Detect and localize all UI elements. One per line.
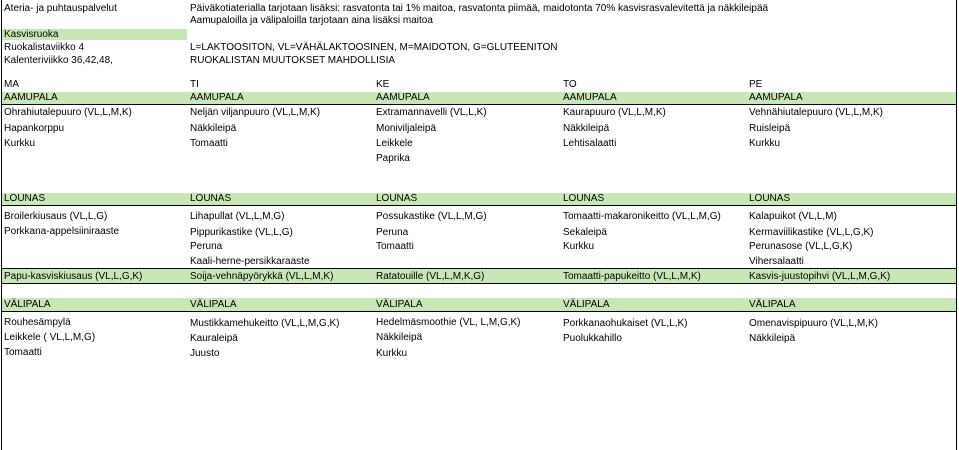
aamupala-item: Kurkku (4, 138, 36, 149)
day-wed: KE (376, 79, 390, 90)
aamupala-item: Ruisleipä (749, 123, 791, 134)
lounas-item: Pippurikastike (VL,L,G) (190, 227, 293, 238)
lounas-item: Porkkana-appelsiiniraaste (4, 226, 120, 237)
valipala-band (2, 298, 956, 311)
aamupala-item: Extramannavelli (VL,L,K) (376, 107, 487, 118)
lounas-item: Broilerkiusaus (VL,L,G) (4, 211, 108, 222)
valipala-item: Leikkele ( VL,L,M,G) (4, 332, 96, 343)
valipala-item: Kurkku (376, 348, 408, 359)
lounas-item: Kalapuikot (VL,L,M) (749, 211, 837, 222)
kasvisruoka-label: Kasvisruoka (4, 29, 59, 40)
menu-week: Ruokalistaviikko 4 (4, 42, 85, 53)
valipala-item: Kauraleipä (190, 333, 238, 344)
valipala-title-mon: VÄLIPALA (4, 299, 51, 310)
lounas-item: Perunasose (VL,L,G,K) (749, 241, 853, 252)
valipala-title-thu: VÄLIPALA (563, 299, 610, 310)
lounas-divider (2, 205, 956, 206)
valipala-item: Puolukkahillo (563, 333, 622, 344)
company-name: Ateria- ja puhtauspalvelut (4, 3, 117, 14)
valipala-item: Tomaatti (4, 347, 42, 358)
aamupala-item: Näkkileipä (190, 123, 237, 134)
day-mon: MA (4, 79, 19, 90)
lounas-item: Peruna (376, 227, 409, 238)
calendar-weeks: Kalenteriviikko 36,42,48, (4, 55, 113, 66)
aamupala-item: Ohrahiutalepuuro (VL,L,M,K) (4, 107, 132, 118)
kasvis-bottom-divider (2, 283, 956, 284)
aamupala-item: Lehtisalaatti (563, 138, 617, 149)
aamupala-band (2, 92, 956, 104)
kasvis-top-divider (2, 268, 956, 269)
lounas-title-thu: LOUNAS (563, 193, 605, 204)
valipala-item: Mustikkamehukeitto (VL,L,M,G,K) (190, 318, 340, 329)
lounas-item: Kurkku (563, 241, 595, 252)
aamupala-item: Moniviljaleipä (376, 123, 437, 134)
changes-note: RUOKALISTAN MUUTOKSET MAHDOLLISIA (190, 55, 396, 66)
aamupala-title-fri: AAMUPALA (749, 92, 803, 103)
lounas-item: Peruna (190, 241, 223, 252)
aamupala-item: Tomaatti (190, 138, 228, 149)
aamupala-title-thu: AAMUPALA (563, 92, 617, 103)
aamupala-title-tue: AAMUPALA (190, 92, 244, 103)
kasvis-item: Kasvis-juustopihvi (VL,L,M,G,K) (749, 271, 891, 282)
valipala-item: Juusto (190, 348, 220, 359)
kasvis-item: Soija-vehnäpyörykkä (VL,L,M,K) (190, 271, 334, 282)
left-border (1, 0, 2, 450)
valipala-item: Rouhesämpylä (4, 317, 71, 328)
aamupala-item: Neljän viljanpuuro (VL,L,M,K) (190, 107, 321, 118)
lounas-title-wed: LOUNAS (376, 193, 418, 204)
lounas-title-tue: LOUNAS (190, 193, 232, 204)
valipala-title-wed: VÄLIPALA (376, 299, 423, 310)
lounas-item: Lihapullat (VL,L,M,G) (190, 211, 285, 222)
lounas-item: Kermaviilikastike (VL,L,G,K) (749, 227, 874, 238)
day-fri: PE (749, 79, 763, 90)
aamupala-item: Paprika (376, 153, 410, 164)
valipala-item: Porkkanaohukaiset (VL,L,K) (563, 318, 688, 329)
valipala-item: Hedelmäsmoothie (VL, L,M,G,K) (376, 317, 521, 328)
valipala-item: Omenavispipuuro (VL,L,M,K) (749, 318, 878, 329)
meal-note: Päiväkotiaterialla tarjotaan lisäksi: rasvatonta tai 1% maitoa, rasvatonta piimää, maidotonta 70% kasvisrasvalevitettä ja näkkileipää (190, 3, 769, 14)
lounas-item: Possukastike (VL,L,M,G) (376, 211, 487, 222)
valipala-item: Näkkileipä (376, 332, 423, 343)
aamupala-item: Hapankorppu (4, 123, 65, 134)
day-thu: TO (563, 79, 577, 90)
lounas-title-mon: LOUNAS (4, 193, 46, 204)
kasvis-item: Tomaatti-papukeitto (VL,L,M,K) (563, 271, 701, 282)
lounas-item: Tomaatti-makaronikeitto (VL,L,M,G) (563, 211, 721, 222)
aamupala-divider (2, 104, 956, 105)
diet-legend: L=LAKTOOSITON, VL=VÄHÄLAKTOOSINEN, M=MAIDOTON, G=GLUTEENITON (190, 42, 558, 53)
kasvis-item: Ratatouille (VL,L,M,K,G) (376, 271, 485, 282)
valipala-title-tue: VÄLIPALA (190, 299, 237, 310)
day-tue: TI (190, 79, 199, 90)
lounas-band (2, 193, 956, 205)
aamupala-item: Vehnähiutalepuuro (VL,L,M,K) (749, 107, 883, 118)
lounas-item: Vihersalaatti (749, 256, 804, 267)
aamupala-title-wed: AAMUPALA (376, 92, 430, 103)
valipala-item: Näkkileipä (749, 333, 796, 344)
aamupala-title-mon: AAMUPALA (4, 92, 58, 103)
lounas-item: Kaali-herne-persikkaraaste (190, 256, 310, 267)
lounas-item: Tomaatti (376, 241, 414, 252)
aamupala-item: Kaurapuuro (VL,L,M,K) (563, 107, 666, 118)
valipala-title-fri: VÄLIPALA (749, 299, 796, 310)
valipala-divider (2, 311, 956, 312)
right-border (956, 0, 957, 450)
aamupala-item: Kurkku (749, 138, 781, 149)
aamupala-item: Leikkele (376, 138, 413, 149)
aamupala-item: Näkkileipä (563, 123, 610, 134)
lounas-item: Sekaleipä (563, 227, 607, 238)
kasvis-item: Papu-kasviskiusaus (VL,L,G,K) (4, 271, 143, 282)
snack-note: Aamupaloilla ja välipaloilla tarjotaan aina lisäksi maitoa (190, 15, 433, 26)
lounas-title-fri: LOUNAS (749, 193, 791, 204)
